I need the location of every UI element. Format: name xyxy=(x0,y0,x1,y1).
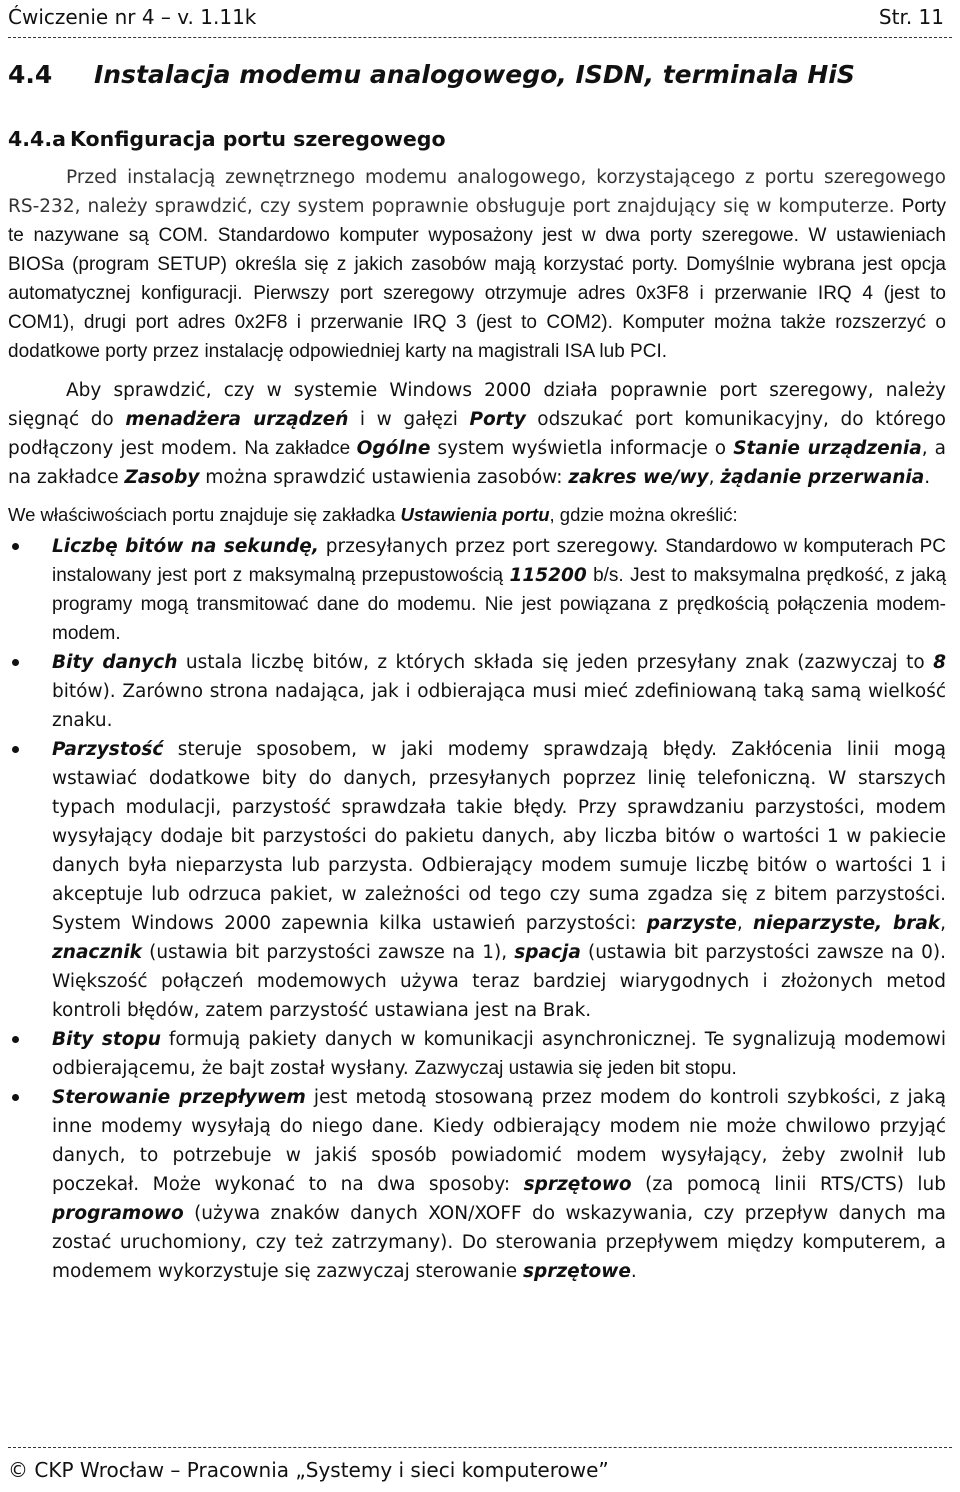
page-header xyxy=(8,2,952,32)
paragraph-port-settings: We właściwościach portu znajduje się zakładka Ustawienia portu, gdzie można określić: xyxy=(8,504,738,525)
page-footer: © CKP Wrocław – Pracownia „Systemy i sieci komputerowe” xyxy=(8,1458,609,1482)
subsection-heading xyxy=(8,127,446,151)
section-title: Instalacja modemu analogowego, ISDN, terminala HiS xyxy=(94,60,855,89)
list-item-bits-per-second: Liczbę bitów na sekundę, przesyłanych przez port szeregowy. Standardowo w komputerach PC instalowany jest port z maksymalną przepustowością 115200 b/s. Jest to maksymalna prędkość, z jaką programy mogą transmitować dane do modemu. Nie jest powiązana z prędkością połączenia modem-modem. xyxy=(8,532,946,648)
paragraph-serial-port-intro: Przed instalacją zewnętrznego modemu analogowego, korzystającego z portu szeregowego RS-232, należy sprawdzić, czy system poprawnie obsługuje port znajdujący się w komputerze. Porty te nazywane są COM. Standardowo komputer wyposażony jest w dwa porty szeregowe. W ustawieniach BIOSa (program SETUP) określa się z jakich zasobów mają korzystać porty. Domyślnie wybrana jest opcja automatycznej konfiguracji. Pierwszy port szeregowy otrzymuje adres 0x3F8 i przerwanie IRQ 4 (jest to COM1), drugi port adres 0x2F8 i przerwanie IRQ 3 (jest to COM2). Komputer można także rozszerzyć o dodatkowe porty przez instalację odpowiedniej karty na magistrali ISA lub PCI. xyxy=(8,167,946,362)
section-heading xyxy=(8,60,855,89)
list-item-flow-control: Sterowanie przepływem jest metodą stosowaną przez modem do kontroli szybkości, z jaką inne modemy wysyłają do niego dane. Kiedy odbierający modem nie może chwilowo przyjąć danych, to potrzebuje w jakiś sposób powiadomić modem wysyłający, żeby zwolnił lub poczekał. Może wykonać to na dwa sposoby: sprzętowo (za pomocą linii RTS/CTS) lub programowo (używa znaków danych XON/XOFF do wskazywania, czy przepływ danych ma zostać uruchomiony, czy też zatrzymany). Do sterowania przepływem między komputerem, a modemem wykorzystuje się zazwyczaj sterowanie sprzętowe. xyxy=(8,1083,946,1286)
footer-divider xyxy=(8,1447,952,1448)
emph-device-status: Stanie urządzenia xyxy=(733,438,922,459)
header-page-number: Str. 11 xyxy=(878,5,944,29)
emph-io-range: zakres we/wy xyxy=(568,467,709,488)
emph-resources: Zasoby xyxy=(124,467,200,488)
emph-ports: Porty xyxy=(469,409,526,430)
header-exercise-label: Ćwiczenie nr 4 – v. 1.11k xyxy=(8,5,257,29)
emph-irq: żądanie przerwania xyxy=(720,467,925,488)
section-number: 4.4 xyxy=(8,60,53,89)
emph-port-settings: Ustawienia portu xyxy=(400,504,550,525)
subsection-title: Konfiguracja portu szeregowego xyxy=(70,127,446,151)
list-item-parity: Parzystość steruje sposobem, w jaki modemy sprawdzają błędy. Zakłócenia linii mogą wstawiać dodatkowe bity do danych, przesyłanych poprzez linię telefoniczną. W starszych typach modulacji, parzystość sprawdzała takie błędy. Przy sprawdzaniu parzystości, modem wysyłający dodaje bit parzystości do pakietu danych, aby liczba bitów o wartości 1 w pakiecie danych była nieparzysta lub parzysta. Odbierający modem sumuje liczbę bitów o wartości 1 i akceptuje lub odrzuca pakiet, w zależności od tego czy suma zgadza się z bitem parzystości. System Windows 2000 zapewnia kilka ustawień parzystości: parzyste, nieparzyste, brak, znacznik (ustawia bit parzystości zawsze na 1), spacja (ustawia bit parzystości zawsze na 0). Większość połączeń modemowych używa teraz bardziej wiarygodnych i złożonych metod kontroli błędów, zatem parzystość ustawiana jest na Brak. xyxy=(8,735,946,1025)
paragraph-device-manager: Aby sprawdzić, czy w systemie Windows 2000 działa poprawnie port szeregowy, należy sięgnąć do menadżera urządzeń i w gałęzi Porty odszukać port komunikacyjny, do którego podłączony jest modem. Na zakładce Ogólne system wyświetla informacje o Stanie urządzenia, a na zakładce Zasoby można sprawdzić ustawienia zasobów: zakres we/wy, żądanie przerwania. xyxy=(8,380,947,488)
emph-general: Ogólne xyxy=(356,438,431,459)
header-divider xyxy=(8,37,952,38)
list-item-stop-bits: Bity stopu formują pakiety danych w komunikacji asynchronicznej. Te sygnalizują modemowi odbierającemu, że bajt został wysłany. Zazwyczaj ustawia się jeden bit stopu. xyxy=(8,1025,946,1083)
emph-device-manager: menadżera urządzeń xyxy=(125,409,349,430)
list-item-data-bits: Bity danych ustala liczbę bitów, z których składa się jeden przesyłany znak (zazwyczaj to 8 bitów). Zarówno strona nadająca, jak i odbierająca musi mieć zdefiniowaną taką samą wielkość znaku. xyxy=(8,648,946,735)
port-settings-list xyxy=(8,532,946,1286)
subsection-number: 4.4.a xyxy=(8,127,66,151)
page-content xyxy=(8,163,946,1286)
